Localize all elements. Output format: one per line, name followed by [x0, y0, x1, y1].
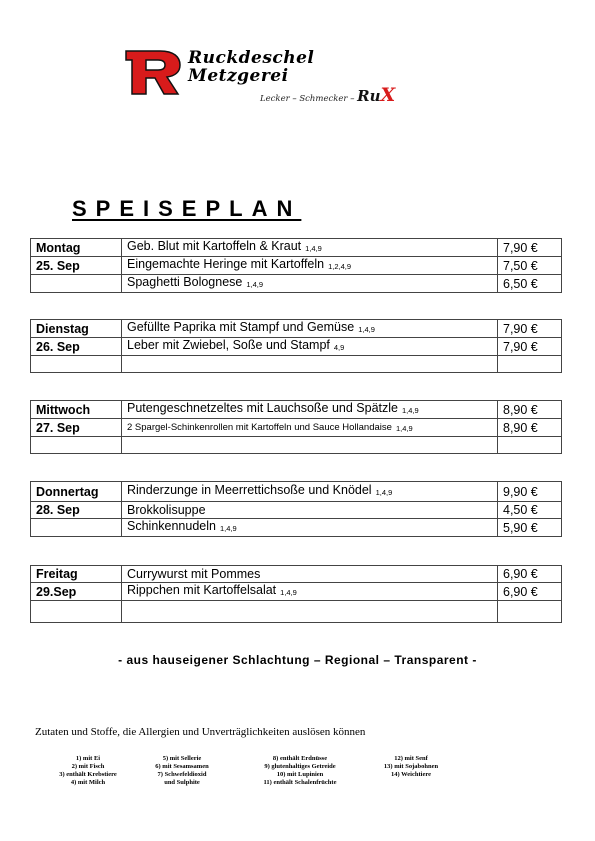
dish-price	[498, 601, 562, 623]
menu-table-day	[30, 400, 562, 454]
allergy-item: 10) mit Lupinien	[276, 771, 324, 778]
day-name: Mittwoch	[31, 401, 122, 419]
dish-cell	[122, 356, 498, 373]
logo-r-icon	[122, 48, 184, 98]
allergy-item: 6) mit Sesamsamen	[155, 763, 209, 770]
table-row	[31, 419, 562, 437]
allergy-item: 12) mit Senf	[394, 755, 428, 762]
table-row	[31, 583, 562, 601]
dish-price: 9,90 €	[498, 482, 562, 502]
day-date: 27. Sep	[31, 419, 122, 437]
allergy-item: 5) mit Sellerie	[162, 755, 202, 762]
slogan-text: Lecker – Schmecker –	[260, 94, 355, 104]
empty-cell	[31, 519, 122, 537]
dish-cell	[122, 601, 498, 623]
dish-cell	[122, 338, 498, 356]
allergy-column	[356, 755, 466, 779]
dish-cell	[122, 419, 498, 437]
dish-cell	[122, 401, 498, 419]
dish-cell	[122, 502, 498, 519]
dish-cell	[122, 275, 498, 293]
dish-name: Gefüllte Paprika mit Stampf und Gemüse	[127, 320, 355, 334]
table-row	[31, 566, 562, 583]
day-name: Freitag	[31, 566, 122, 583]
menu-table-day	[30, 481, 562, 537]
dish-price: 7,50 €	[498, 257, 562, 275]
logo	[122, 46, 412, 108]
dish-price: 6,90 €	[498, 566, 562, 583]
allergy-column	[245, 755, 355, 787]
table-row	[31, 437, 562, 454]
allergy-item: 13) mit Sojabohnen	[383, 763, 439, 770]
dish-cell	[122, 257, 498, 275]
allergy-item: 7) Schwefeldioxid	[157, 771, 207, 778]
brand-name-line2: Metzgerei	[188, 66, 289, 86]
dish-price: 4,50 €	[498, 502, 562, 519]
table-row	[31, 401, 562, 419]
allergen-codes: 4,9	[333, 343, 345, 352]
dish-price: 6,90 €	[498, 583, 562, 601]
empty-cell	[31, 356, 122, 373]
table-row	[31, 502, 562, 519]
allergy-item: 3) enthält Krebstiere	[59, 771, 117, 778]
table-row	[31, 257, 562, 275]
day-date: 28. Sep	[31, 502, 122, 519]
dish-price	[498, 437, 562, 454]
allergen-codes: 1,4,9	[280, 588, 297, 597]
page-title: SPEISEPLAN	[72, 196, 302, 221]
day-name: Donnertag	[31, 482, 122, 502]
day-date: 26. Sep	[31, 338, 122, 356]
dish-name: Leber mit Zwiebel, Soße und Stampf	[127, 338, 330, 352]
table-row	[31, 239, 562, 257]
allergy-item: und Sulphite	[164, 779, 200, 786]
allergen-codes: 1,2,4,9	[328, 262, 352, 271]
dish-name: Currywurst mit Pommes	[127, 567, 261, 581]
table-row	[31, 320, 562, 338]
dish-price: 8,90 €	[498, 401, 562, 419]
dish-name: Spaghetti Bolognese	[127, 275, 243, 289]
allergy-item: 9) glutenhaltiges Getreide	[264, 763, 336, 770]
brand-name-line1: Ruckdeschel	[188, 48, 315, 68]
menu-table-day	[30, 565, 562, 623]
dish-price: 7,90 €	[498, 239, 562, 257]
dish-name: Rinderzunge in Meerrettichsoße und Knödel	[127, 483, 372, 497]
dish-price: 5,90 €	[498, 519, 562, 537]
dish-price: 7,90 €	[498, 320, 562, 338]
dish-price	[498, 356, 562, 373]
dish-name: 2 Spargel-Schinkenrollen mit Kartoffeln und Sauce Hollandaise	[127, 422, 392, 433]
table-row	[31, 275, 562, 293]
allergen-codes: 1,4,9	[219, 524, 237, 533]
allergen-codes: 1,4,9	[395, 424, 413, 433]
dish-cell	[122, 239, 498, 257]
allergy-item: 8) enthält Erdnüsse	[272, 755, 328, 762]
menu-table-day	[30, 319, 562, 373]
table-row	[31, 519, 562, 537]
day-date: 25. Sep	[31, 257, 122, 275]
dish-name: Rippchen mit Kartoffelsalat	[127, 583, 277, 597]
table-row	[31, 482, 562, 502]
dish-cell	[122, 482, 498, 502]
allergy-column	[127, 755, 237, 787]
dish-price: 6,50 €	[498, 275, 562, 293]
dish-cell	[122, 583, 498, 601]
day-date: 29.Sep	[31, 583, 122, 601]
dish-cell	[122, 320, 498, 338]
menu-table-day	[30, 238, 562, 293]
table-row	[31, 601, 562, 623]
allergy-item: 1) mit Ei	[75, 755, 101, 762]
allergy-item: 14) Weichtiere	[390, 771, 431, 778]
day-name: Montag	[31, 239, 122, 257]
dish-name: Geb. Blut mit Kartoffeln & Kraut	[127, 239, 302, 253]
allergen-codes: 1,4,9	[402, 406, 419, 415]
table-row	[31, 338, 562, 356]
dish-name: Brokkolisuppe	[127, 503, 206, 517]
rux-text: Ru	[357, 87, 381, 105]
day-name: Dienstag	[31, 320, 122, 338]
dish-cell	[122, 437, 498, 454]
empty-cell	[31, 437, 122, 454]
allergy-item: 2) mit Fisch	[71, 763, 105, 770]
allergen-codes: 1,4,9	[246, 280, 264, 289]
brand-slogan	[260, 84, 395, 106]
dish-price: 8,90 €	[498, 419, 562, 437]
table-row	[31, 356, 562, 373]
dish-name: Putengeschnetzeltes mit Lauchsoße und Spätzle	[127, 401, 399, 415]
dish-cell	[122, 566, 498, 583]
allergy-item: 4) mit Milch	[70, 779, 106, 786]
allergy-intro: Zutaten und Stoffe, die Allergien und Unverträglichkeiten auslösen können	[35, 726, 366, 738]
dish-price: 7,90 €	[498, 338, 562, 356]
dish-cell	[122, 519, 498, 537]
dish-name: Schinkennudeln	[127, 519, 216, 533]
allergen-codes: 1,4,9	[358, 325, 375, 334]
allergy-item: 11) enthält Schalenfrüchte	[263, 779, 337, 786]
allergen-codes: 1,4,9	[305, 244, 322, 253]
allergen-codes: 1,4,9	[375, 488, 393, 497]
empty-cell	[31, 601, 122, 623]
rux-x-mark: X	[380, 84, 396, 106]
empty-cell	[31, 275, 122, 293]
dish-name: Eingemachte Heringe mit Kartoffeln	[127, 257, 325, 271]
tagline: - aus hauseigener Schlachtung – Regional – Transparent -	[118, 653, 477, 667]
